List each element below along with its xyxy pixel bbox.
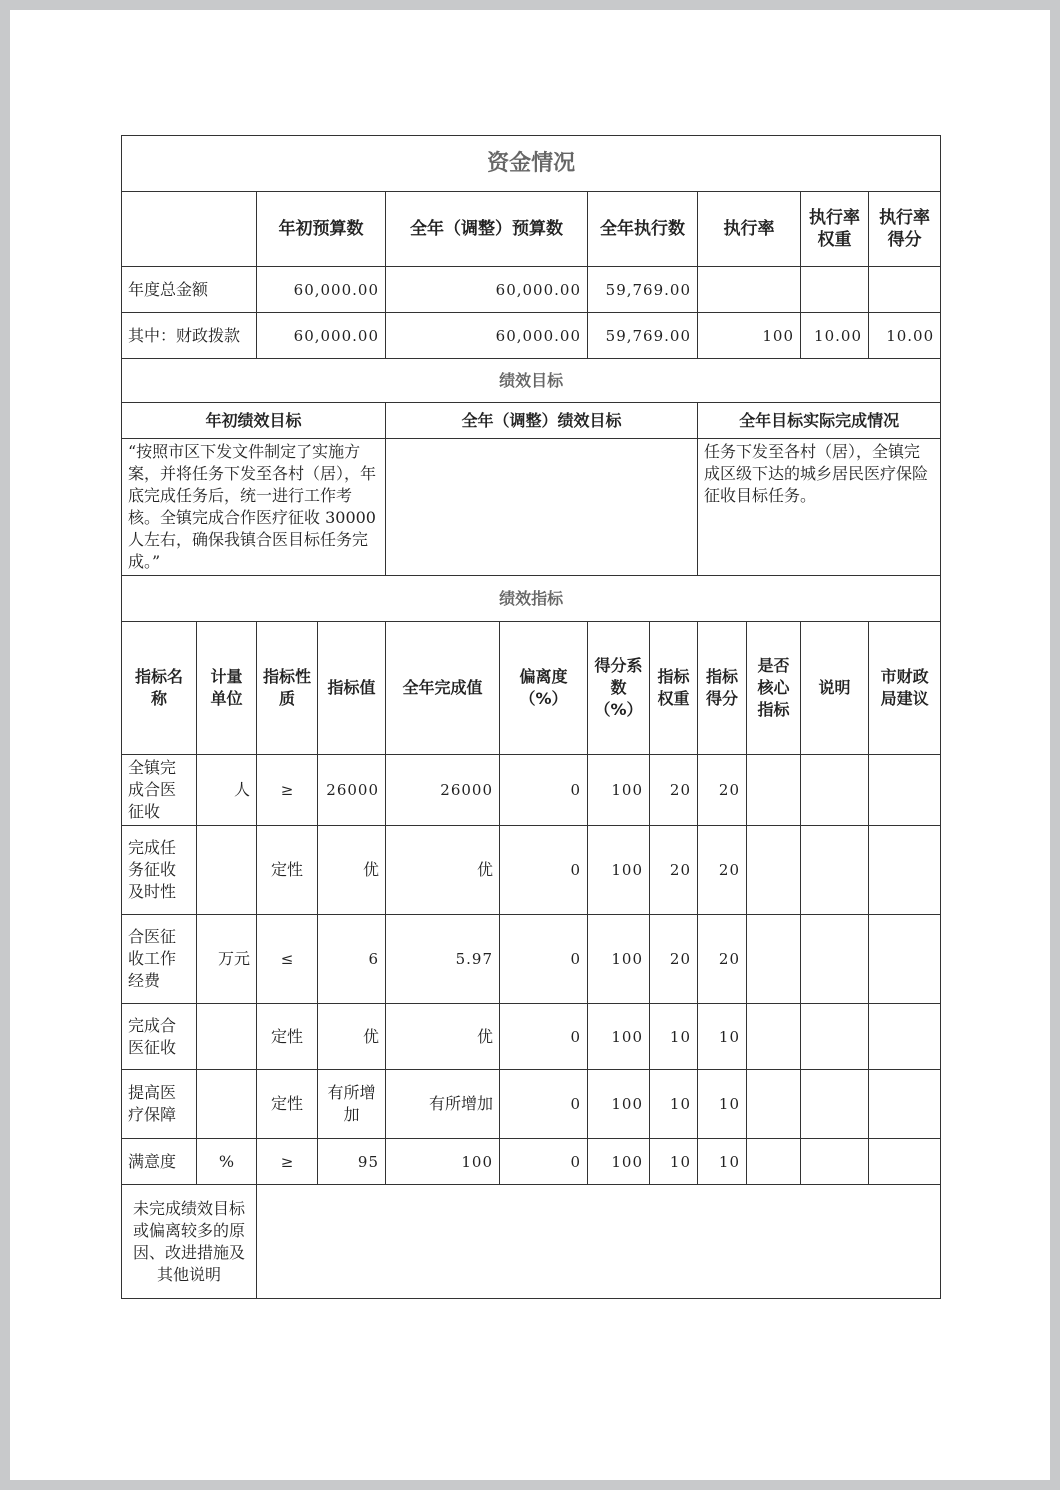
ind-weight: 20 <box>650 915 698 1004</box>
ind-core <box>747 915 801 1004</box>
funds-row-adjusted: 60,000.00 <box>386 267 588 313</box>
ind-unit: % <box>197 1139 257 1185</box>
ind-header-actual: 全年完成值 <box>386 622 500 755</box>
funds-row-weight: 10.00 <box>801 313 869 359</box>
ind-note <box>801 1070 869 1139</box>
ind-weight: 10 <box>650 1139 698 1185</box>
ind-header-value: 指标值 <box>318 622 386 755</box>
ind-header-nature: 指标性质 <box>257 622 318 755</box>
ind-unit <box>197 1004 257 1070</box>
ind-header-coef: 得分系数（%） <box>588 622 650 755</box>
ind-deviation: 0 <box>500 755 588 826</box>
funds-row-label: 年度总金额 <box>122 267 257 313</box>
ind-value: 6 <box>318 915 386 1004</box>
ind-nature: 定性 <box>257 1070 318 1139</box>
performance-table <box>121 135 941 1299</box>
ind-header-deviation: 偏离度（%） <box>500 622 588 755</box>
ind-name: 提高医疗保障 <box>122 1070 197 1139</box>
ind-deviation: 0 <box>500 1004 588 1070</box>
ind-score: 20 <box>698 826 747 915</box>
ind-deviation: 0 <box>500 915 588 1004</box>
funds-row-initial: 60,000.00 <box>257 313 386 359</box>
ind-actual: 优 <box>386 1004 500 1070</box>
funds-header-adjusted: 全年（调整）预算数 <box>386 192 588 267</box>
ind-nature: 定性 <box>257 826 318 915</box>
funds-row-rate <box>698 267 801 313</box>
funds-row-weight <box>801 267 869 313</box>
ind-deviation: 0 <box>500 826 588 915</box>
table-row <box>122 1070 941 1139</box>
ind-score: 20 <box>698 915 747 1004</box>
ind-name: 满意度 <box>122 1139 197 1185</box>
ind-coef: 100 <box>588 826 650 915</box>
ind-advice <box>869 915 941 1004</box>
funds-row-score: 10.00 <box>869 313 941 359</box>
ind-note <box>801 826 869 915</box>
table-row <box>122 915 941 1004</box>
table-row <box>122 826 941 915</box>
table-row <box>122 755 941 826</box>
ind-note <box>801 1004 869 1070</box>
funds-row-initial: 60,000.00 <box>257 267 386 313</box>
funds-header-initial: 年初预算数 <box>257 192 386 267</box>
ind-unit: 人 <box>197 755 257 826</box>
ind-deviation: 0 <box>500 1070 588 1139</box>
ind-name: 合医征收工作经费 <box>122 915 197 1004</box>
ind-core <box>747 826 801 915</box>
ind-header-core: 是否核心指标 <box>747 622 801 755</box>
funds-section-title: 资金情况 <box>122 136 941 192</box>
ind-name: 完成任务征收及时性 <box>122 826 197 915</box>
ind-score: 20 <box>698 755 747 826</box>
funds-row-adjusted: 60,000.00 <box>386 313 588 359</box>
ind-unit: 万元 <box>197 915 257 1004</box>
ind-deviation: 0 <box>500 1139 588 1185</box>
ind-weight: 20 <box>650 826 698 915</box>
funds-row-executed: 59,769.00 <box>588 267 698 313</box>
ind-note <box>801 915 869 1004</box>
ind-unit <box>197 1070 257 1139</box>
ind-nature: ≤ <box>257 915 318 1004</box>
table-row <box>122 1139 941 1185</box>
funds-header-score: 执行率得分 <box>869 192 941 267</box>
goals-initial-text: “按照市区下发文件制定了实施方案，并将任务下发至各村（居），年底完成任务后，统一进行工作考核。全镇完成合作医疗征收 30000 人左右，确保我镇合医目标任务完成。” <box>122 439 386 576</box>
goals-section-title: 绩效目标 <box>122 359 941 403</box>
ind-advice <box>869 826 941 915</box>
funds-header-rate: 执行率 <box>698 192 801 267</box>
goals-header-actual: 全年目标实际完成情况 <box>698 403 941 439</box>
ind-coef: 100 <box>588 755 650 826</box>
ind-note <box>801 1139 869 1185</box>
funds-row-executed: 59,769.00 <box>588 313 698 359</box>
ind-header-note: 说明 <box>801 622 869 755</box>
ind-advice <box>869 755 941 826</box>
funds-row-label: 其中：财政拨款 <box>122 313 257 359</box>
ind-name: 全镇完成合医征收 <box>122 755 197 826</box>
ind-coef: 100 <box>588 1139 650 1185</box>
ind-header-weight: 指标权重 <box>650 622 698 755</box>
funds-row-score <box>869 267 941 313</box>
remarks-label: 未完成绩效目标或偏离较多的原因、改进措施及其他说明 <box>122 1185 257 1299</box>
ind-coef: 100 <box>588 1004 650 1070</box>
table-row <box>122 1004 941 1070</box>
ind-nature: 定性 <box>257 1004 318 1070</box>
ind-note <box>801 755 869 826</box>
ind-coef: 100 <box>588 1070 650 1139</box>
ind-score: 10 <box>698 1139 747 1185</box>
ind-actual: 优 <box>386 826 500 915</box>
funds-header-blank <box>122 192 257 267</box>
ind-coef: 100 <box>588 915 650 1004</box>
goals-actual-text: 任务下发至各村（居），全镇完成区级下达的城乡居民医疗保险征收目标任务。 <box>698 439 941 576</box>
ind-advice <box>869 1139 941 1185</box>
ind-actual: 有所增加 <box>386 1070 500 1139</box>
ind-value: 优 <box>318 826 386 915</box>
ind-actual: 5.97 <box>386 915 500 1004</box>
ind-value: 26000 <box>318 755 386 826</box>
ind-header-name: 指标名称 <box>122 622 197 755</box>
document-page <box>10 10 1050 1480</box>
ind-score: 10 <box>698 1070 747 1139</box>
ind-value: 95 <box>318 1139 386 1185</box>
ind-score: 10 <box>698 1004 747 1070</box>
ind-unit <box>197 826 257 915</box>
goals-header-adjusted: 全年（调整）绩效目标 <box>386 403 698 439</box>
ind-value: 优 <box>318 1004 386 1070</box>
ind-core <box>747 1004 801 1070</box>
ind-actual: 100 <box>386 1139 500 1185</box>
ind-weight: 20 <box>650 755 698 826</box>
ind-nature: ≥ <box>257 1139 318 1185</box>
ind-core <box>747 1070 801 1139</box>
ind-advice <box>869 1004 941 1070</box>
ind-value: 有所增加 <box>318 1070 386 1139</box>
ind-name: 完成合医征收 <box>122 1004 197 1070</box>
ind-core <box>747 755 801 826</box>
funds-header-weight: 执行率权重 <box>801 192 869 267</box>
funds-header-executed: 全年执行数 <box>588 192 698 267</box>
ind-header-advice: 市财政局建议 <box>869 622 941 755</box>
funds-row-rate: 100 <box>698 313 801 359</box>
ind-weight: 10 <box>650 1070 698 1139</box>
ind-nature: ≥ <box>257 755 318 826</box>
ind-actual: 26000 <box>386 755 500 826</box>
indicators-section-title: 绩效指标 <box>122 576 941 622</box>
ind-weight: 10 <box>650 1004 698 1070</box>
ind-core <box>747 1139 801 1185</box>
goals-header-initial: 年初绩效目标 <box>122 403 386 439</box>
ind-advice <box>869 1070 941 1139</box>
goals-adjusted-text <box>386 439 698 576</box>
ind-header-score: 指标得分 <box>698 622 747 755</box>
remarks-content <box>257 1185 941 1299</box>
ind-header-unit: 计量单位 <box>197 622 257 755</box>
